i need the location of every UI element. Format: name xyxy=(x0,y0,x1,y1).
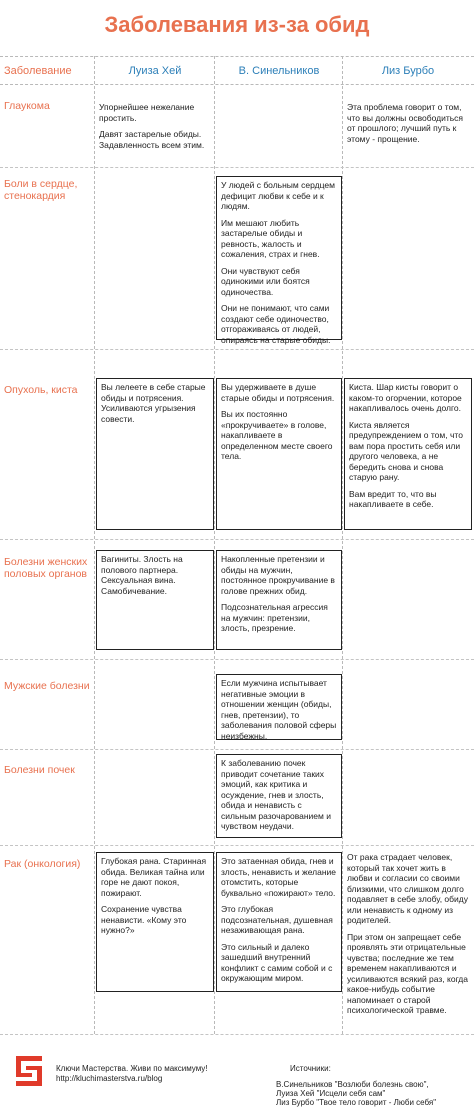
hay-text: Вы лелеете в себе старые обиды и потрясения. Усиливаются угрызения совести. xyxy=(101,382,206,424)
footer-divider xyxy=(0,1034,474,1035)
hay-text: Давят застарелые обиды. Задавленность всем этим. xyxy=(99,129,205,150)
disease-label: Рак (онкология) xyxy=(4,858,81,870)
table-row xyxy=(0,540,474,660)
burbo-text: От рака страдает человек, который так хочет жить в любви и согласии со своими близкими, что слишком долго подавляет в себе злобу, обиду или ненависть к одному из родителей. xyxy=(347,852,468,925)
sinelnikov-text: У людей с больным сердцем дефицит любви к себе и к людям. xyxy=(221,180,335,211)
hay-text: Упорнейшее нежелание простить. xyxy=(99,102,195,123)
disease-label: Глаукома xyxy=(4,100,50,112)
disease-label: Опухоль, киста xyxy=(4,384,78,396)
table-row xyxy=(0,168,474,350)
sources-label: Источники: xyxy=(290,1064,331,1073)
sinelnikov-text: Подсознательная агрессия на мужчин: претензии, злость, презрение. xyxy=(221,602,328,633)
hay-cell xyxy=(96,378,214,530)
sinelnikov-text: К заболеванию почек приводит сочетание таких эмоций, как критика и осуждение, гнев и злость, обида и ненависть с сильным разочарованием и чувством неудачи. xyxy=(221,758,331,831)
table-row xyxy=(0,750,474,846)
sinelnikov-text: Вы удерживаете в душе старые обиды и потрясения. xyxy=(221,382,335,403)
burbo-cell xyxy=(344,378,472,530)
logo-icon xyxy=(10,1052,48,1090)
burbo-cell xyxy=(344,102,472,150)
burbo-text: Киста. Шар кисты говорит о каком-то огорчении, которое накапливалось очень долго. xyxy=(349,382,462,413)
slogan-text: Ключи Мастерства. Живи по максимуму! xyxy=(56,1064,208,1073)
source-item: Лиз Бурбо "Твое тело говорит - Люби себя" xyxy=(276,1098,437,1107)
page-title: Заболевания из-за обид xyxy=(104,12,370,37)
sinelnikov-text: Если мужчина испытывает негативные эмоции в отношении женщин (обиды, гнев, претензии), то заболевания половой сферы неизбежны. xyxy=(221,678,337,741)
hay-text: Сохранение чувства ненависти. «Кому это нужно?» xyxy=(101,904,187,935)
column-header-disease: Заболевание xyxy=(4,65,72,77)
sinelnikov-text: Накопленные претензии и обиды на мужчин, постоянное прокручивание в голове прежних обид. xyxy=(221,554,335,596)
hay-cell xyxy=(96,852,214,992)
hay-text: Вагиниты. Злость на полового партнера. Сексуальная вина. Самобичевание. xyxy=(101,554,183,596)
sinelnikov-cell xyxy=(216,754,342,838)
hay-cell xyxy=(96,550,214,650)
burbo-cell xyxy=(344,852,472,1022)
burbo-text: Эта проблема говорит о том, что вы должны освободиться от прошлого; лучший путь к этому - прощение. xyxy=(347,102,464,144)
sinelnikov-text: Они не понимают, что сами создают себе одиночество, отгораживаясь от людей, опираясь на старые обиды. xyxy=(221,303,331,345)
burbo-text: Вам вредит то, что вы накапливаете в себе. xyxy=(349,488,437,509)
sinelnikov-cell xyxy=(216,674,342,740)
hay-cell xyxy=(96,102,214,156)
table-row xyxy=(0,84,474,168)
column-header-hay: Луиза Хей xyxy=(128,65,182,77)
sinelnikov-cell xyxy=(216,852,342,992)
sinelnikov-text: Они чувствуют себя одинокими или боятся одиночества. xyxy=(221,265,310,297)
disease-label: Мужские болезни xyxy=(4,680,90,692)
disease-label: Боли в сердце, стенокардия xyxy=(4,178,78,202)
sinelnikov-text: Вы их постоянно «прокручиваете» в голове, накапливаете в определенном месте своего тела. xyxy=(221,409,333,461)
table-row xyxy=(0,660,474,750)
hay-text: Глубокая рана. Старинная обида. Великая тайна или горе не дают покоя, пожирают. xyxy=(101,856,207,898)
column-header-sinelnikov: В. Синельников xyxy=(238,65,320,77)
source-item: В.Синельников "Возлюби болезнь свою", xyxy=(276,1080,429,1089)
sinelnikov-cell xyxy=(216,550,342,650)
sinelnikov-cell xyxy=(216,176,342,345)
header-top-divider xyxy=(0,56,474,57)
burbo-text: При этом он запрещает себе проявлять эти отрицательные чувства; последние же тем временем накапливаются и усиливаются всякий раз, когда какое-нибудь событие напоминает о старой психологической травме. xyxy=(347,931,468,1015)
column-header-burbo: Лиз Бурбо xyxy=(381,65,435,77)
disease-label: Болезни женских половых органов xyxy=(4,556,88,580)
site-link[interactable]: http://kluchimasterstva.ru/blog xyxy=(56,1074,163,1083)
source-item: Луиза Хей "Исцели себя сам" xyxy=(276,1089,386,1098)
sinelnikov-cell xyxy=(216,378,342,530)
table-row xyxy=(0,350,474,540)
sinelnikov-text: Это глубокая подсознательная, душевная незаживающая рана. xyxy=(221,904,333,935)
footer-slogan xyxy=(56,1064,256,1084)
sinelnikov-text: Это затаенная обида, гнев и злость, ненависть и желание отомстить, которые буквально «пожирают» тело. xyxy=(221,856,337,898)
disease-label: Болезни почек xyxy=(4,764,75,776)
burbo-text: Киста является предупреждением о том, что вам пора простить себя или другого человека, а не бередить снова и снова старую рану. xyxy=(349,419,463,482)
sinelnikov-text: Им мешают любить застарелые обиды и ревность, жалость и сожаления, страх и гнев. xyxy=(221,217,320,259)
sinelnikov-text: Это сильный и далеко зашедший внутренний конфликт с самим собой и с окружающим миром. xyxy=(221,941,333,983)
sources-list xyxy=(276,1080,472,1107)
table-row xyxy=(0,846,474,1034)
